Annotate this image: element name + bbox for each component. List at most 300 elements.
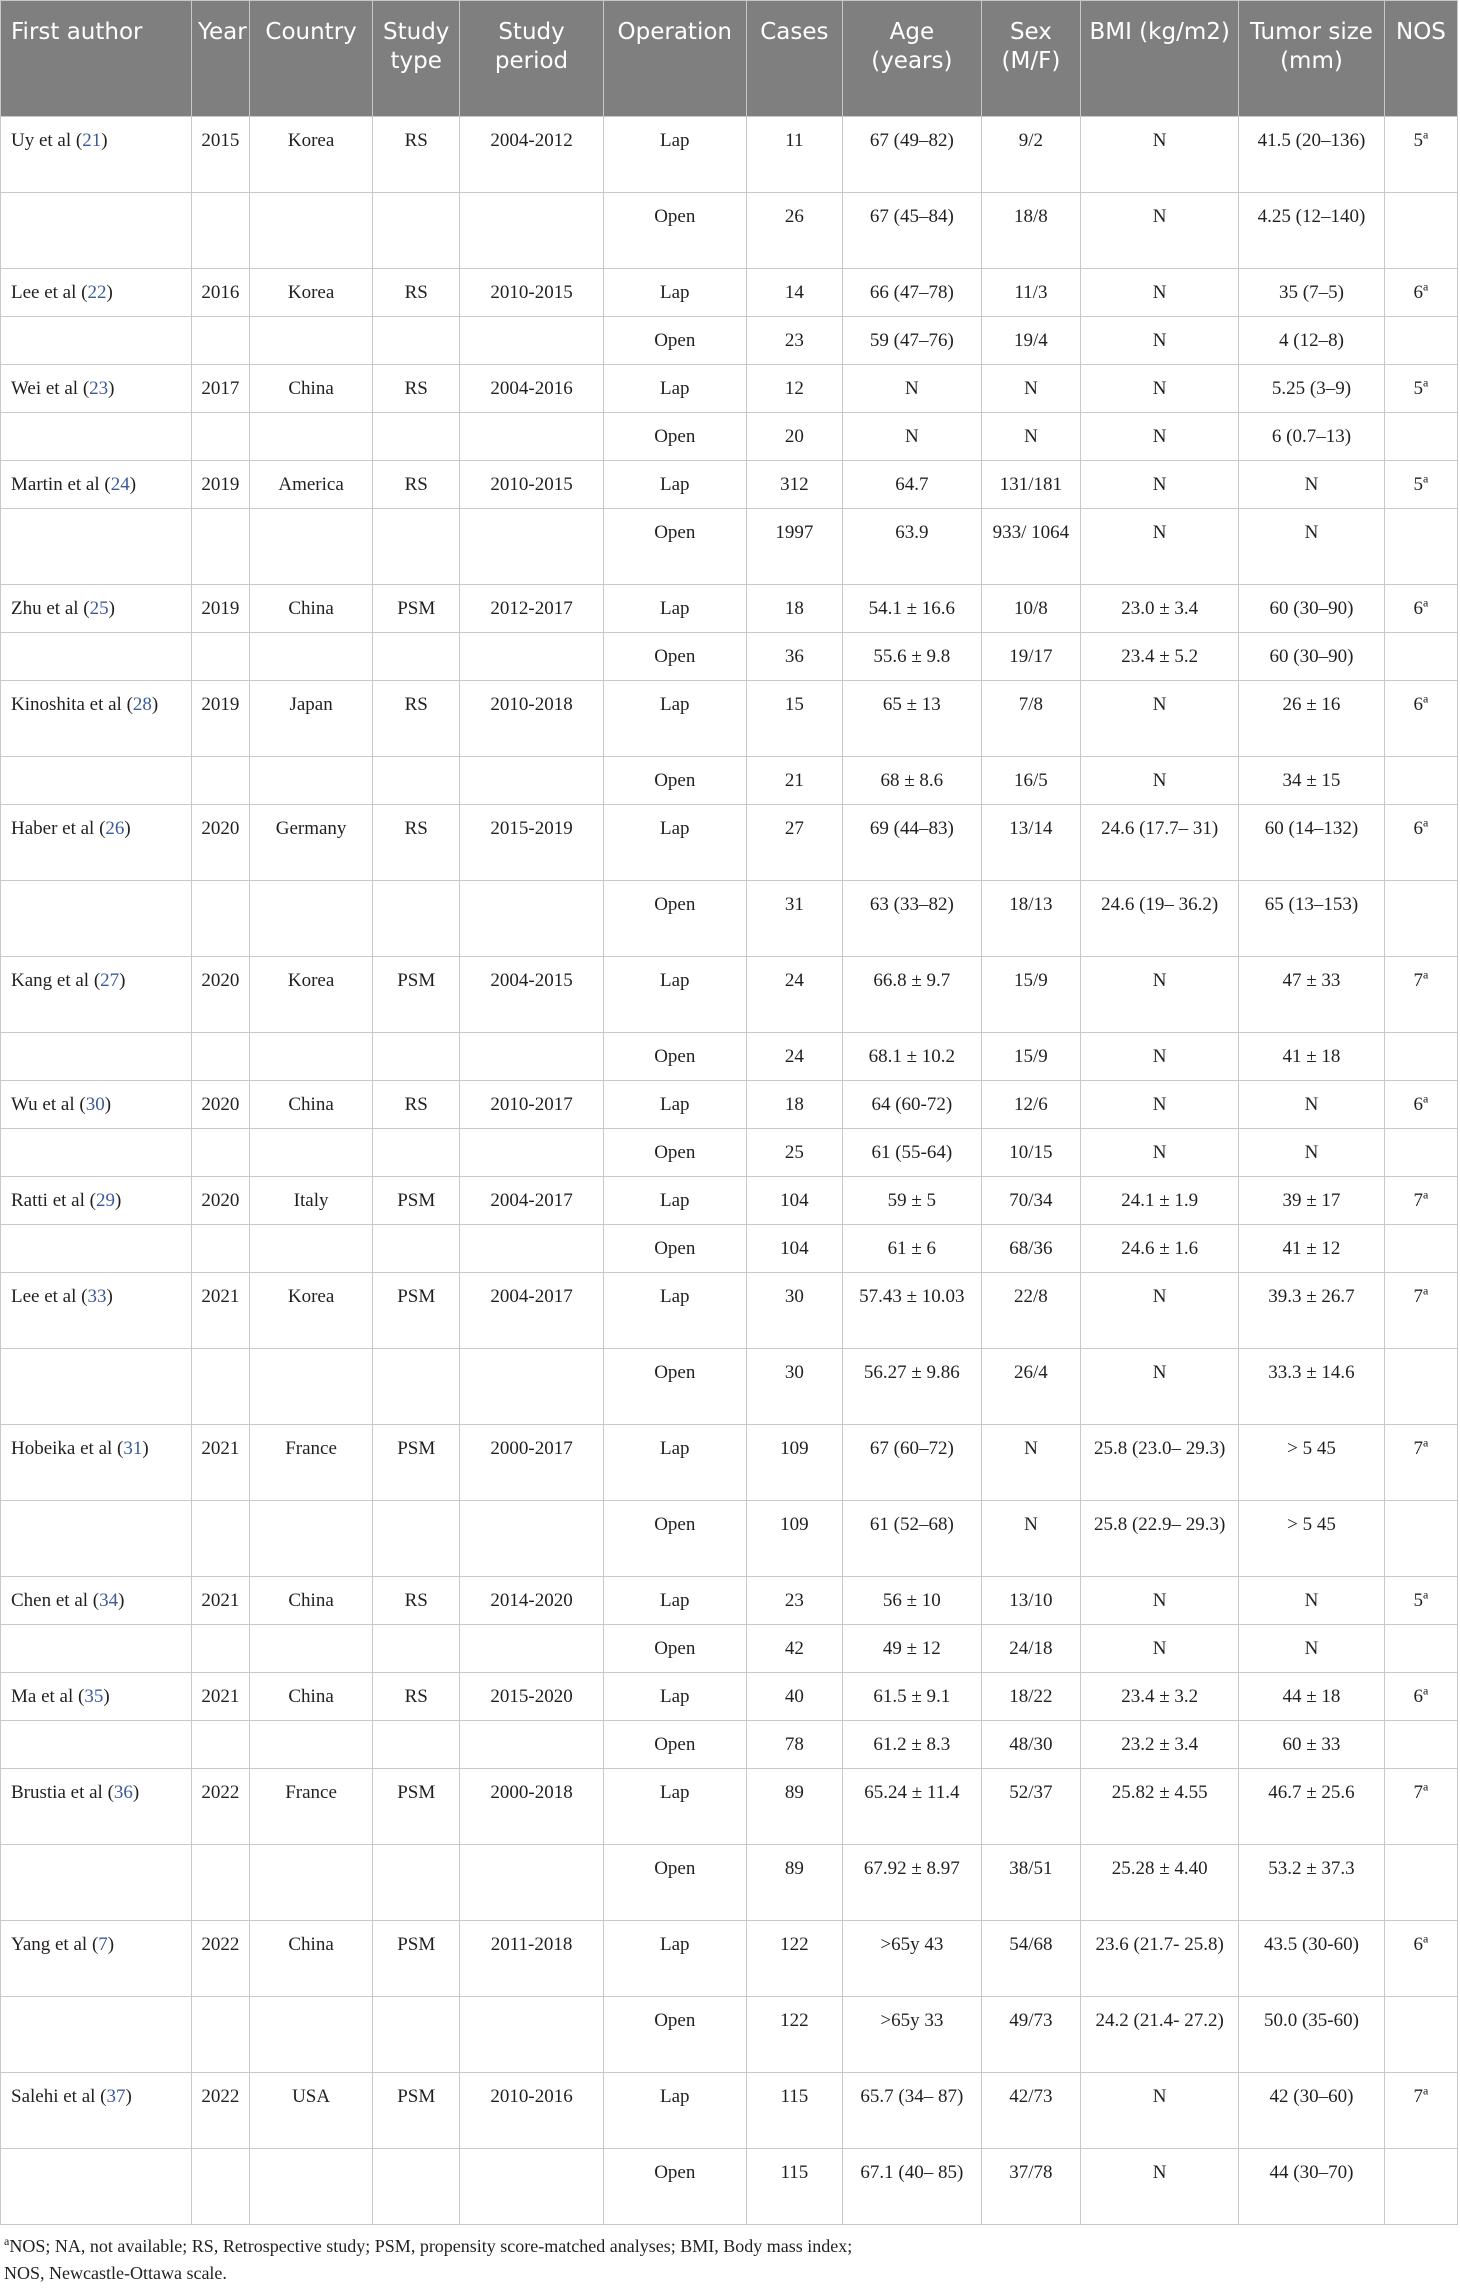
- cell-country: China: [249, 585, 372, 633]
- cell-nos: [1384, 1177, 1457, 1225]
- author-name: Martin et al: [11, 474, 100, 495]
- cell-first-author: [1, 1081, 192, 1129]
- table-row: [1, 1769, 1458, 1845]
- nos-marker: a: [1423, 471, 1429, 486]
- table-row: [1, 633, 1458, 681]
- cell-country: America: [249, 461, 372, 509]
- cell-year: 2020: [191, 1177, 249, 1225]
- nos-marker: a: [1423, 815, 1429, 830]
- reference-link[interactable]: 24: [110, 474, 130, 495]
- cell-bmi: N: [1081, 117, 1239, 193]
- cell-country: [249, 757, 372, 805]
- cell-year: [191, 413, 249, 461]
- cell-tumor-size: 5.25 (3–9): [1239, 365, 1385, 413]
- cell-operation: Lap: [603, 461, 746, 509]
- cell-year: 2021: [191, 1577, 249, 1625]
- reference-link[interactable]: 23: [89, 378, 109, 399]
- cell-age: 67 (60–72): [843, 1425, 981, 1501]
- cell-cases: 40: [746, 1673, 843, 1721]
- table-row: [1, 2073, 1458, 2149]
- reference-link[interactable]: 29: [95, 1190, 115, 1211]
- cell-cases: 115: [746, 2073, 843, 2149]
- cell-bmi: N: [1081, 1625, 1239, 1673]
- cell-cases: 42: [746, 1625, 843, 1673]
- ref-close: ): [106, 282, 113, 303]
- cell-nos: [1384, 461, 1457, 509]
- cell-nos: [1384, 117, 1457, 193]
- cell-sex: 18/22: [981, 1673, 1081, 1721]
- ref-close: ): [108, 598, 115, 619]
- ref-close: ): [118, 1590, 125, 1611]
- nos-marker: a: [1423, 967, 1429, 982]
- cell-tumor-size: 26 ± 16: [1239, 681, 1385, 757]
- cell-operation: Lap: [603, 365, 746, 413]
- table-row: [1, 1349, 1458, 1425]
- footnote-text-1: NOS; NA, not available; RS, Retrospective study; PSM, propensity score-matched analyses; BMI, Body mass index;: [9, 2236, 853, 2256]
- nos-score: 7: [1413, 1286, 1424, 1307]
- ref-open: (: [88, 1590, 100, 1611]
- cell-first-author: [1, 193, 192, 269]
- cell-cases: 78: [746, 1721, 843, 1769]
- cell-age: 68 ± 8.6: [843, 757, 981, 805]
- cell-first-author: [1, 1577, 192, 1625]
- cell-first-author: [1, 1501, 192, 1577]
- cell-bmi: N: [1081, 509, 1239, 585]
- cell-sex: 24/18: [981, 1625, 1081, 1673]
- cell-country: [249, 1349, 372, 1425]
- cell-study-period: 2010-2015: [460, 461, 604, 509]
- cell-bmi: 25.8 (22.9– 29.3): [1081, 1501, 1239, 1577]
- cell-cases: 18: [746, 585, 843, 633]
- cell-operation: Lap: [603, 117, 746, 193]
- header-study-type: Study type: [373, 1, 460, 117]
- cell-nos: [1384, 881, 1457, 957]
- table-row: [1, 1721, 1458, 1769]
- nos-marker: a: [1423, 1779, 1429, 1794]
- ref-close: ): [107, 1934, 115, 1955]
- cell-age: 55.6 ± 9.8: [843, 633, 981, 681]
- cell-tumor-size: 42 (30–60): [1239, 2073, 1385, 2149]
- cell-first-author: [1, 1225, 192, 1273]
- header-age: Age (years): [843, 1, 981, 117]
- cell-tumor-size: 60 ± 33: [1239, 1721, 1385, 1769]
- ref-close: ): [103, 1686, 110, 1707]
- nos-marker: a: [1423, 1091, 1429, 1106]
- cell-cases: 109: [746, 1501, 843, 1577]
- table-row: [1, 1081, 1458, 1129]
- ref-open: (: [102, 1782, 114, 1803]
- cell-year: 2020: [191, 805, 249, 881]
- reference-link[interactable]: 36: [113, 1782, 133, 1803]
- cell-bmi: 25.8 (23.0– 29.3): [1081, 1425, 1239, 1501]
- cell-age: 56.27 ± 9.86: [843, 1349, 981, 1425]
- cell-tumor-size: 44 (30–70): [1239, 2149, 1385, 2225]
- cell-study-type: [373, 1721, 460, 1769]
- cell-sex: 38/51: [981, 1845, 1081, 1921]
- nos-score: 7: [1413, 970, 1424, 991]
- cell-year: 2021: [191, 1673, 249, 1721]
- cell-bmi: N: [1081, 957, 1239, 1033]
- cell-year: 2019: [191, 461, 249, 509]
- reference-link[interactable]: 21: [82, 130, 102, 151]
- cell-nos: [1384, 269, 1457, 317]
- ref-open: (: [73, 1686, 85, 1707]
- cell-country: Germany: [249, 805, 372, 881]
- cell-age: 56 ± 10: [843, 1577, 981, 1625]
- cell-sex: 9/2: [981, 117, 1081, 193]
- cell-nos: [1384, 1033, 1457, 1081]
- cell-study-period: [460, 1625, 604, 1673]
- cell-cases: 24: [746, 957, 843, 1033]
- cell-country: France: [249, 1425, 372, 1501]
- table-row: [1, 1129, 1458, 1177]
- cell-study-type: RS: [373, 1673, 460, 1721]
- cell-operation: Lap: [603, 805, 746, 881]
- cell-age: 63.9: [843, 509, 981, 585]
- cell-year: 2016: [191, 269, 249, 317]
- cell-first-author: [1, 1673, 192, 1721]
- reference-link[interactable]: 26: [105, 818, 125, 839]
- cell-age: N: [843, 365, 981, 413]
- cell-first-author: [1, 1921, 192, 1997]
- reference-link[interactable]: 7: [98, 1934, 108, 1955]
- cell-nos: [1384, 509, 1457, 585]
- cell-sex: 18/13: [981, 881, 1081, 957]
- cell-study-period: 2004-2015: [460, 957, 604, 1033]
- cell-operation: Open: [603, 1721, 746, 1769]
- cell-tumor-size: 34 ± 15: [1239, 757, 1385, 805]
- cell-nos: [1384, 1081, 1457, 1129]
- header-first-author: First author: [1, 1, 192, 117]
- cell-age: 65.24 ± 11.4: [843, 1769, 981, 1845]
- cell-study-period: [460, 1033, 604, 1081]
- cell-cases: 26: [746, 193, 843, 269]
- cell-sex: N: [981, 1425, 1081, 1501]
- cell-sex: 10/8: [981, 585, 1081, 633]
- cell-study-type: RS: [373, 805, 460, 881]
- reference-link[interactable]: 28: [132, 694, 152, 715]
- cell-year: 2022: [191, 1769, 249, 1845]
- cell-country: [249, 317, 372, 365]
- ref-close: ): [132, 1782, 140, 1803]
- cell-age: 66 (47–78): [843, 269, 981, 317]
- nos-marker: a: [1423, 595, 1429, 610]
- cell-sex: N: [981, 413, 1081, 461]
- author-name: Zhu et al: [11, 598, 79, 619]
- cell-country: Korea: [249, 269, 372, 317]
- cell-age: 69 (44–83): [843, 805, 981, 881]
- cell-nos: [1384, 193, 1457, 269]
- cell-bmi: N: [1081, 269, 1239, 317]
- table-row: [1, 365, 1458, 413]
- cell-country: [249, 413, 372, 461]
- cell-bmi: N: [1081, 413, 1239, 461]
- cell-first-author: [1, 633, 192, 681]
- cell-sex: 15/9: [981, 1033, 1081, 1081]
- reference-link[interactable]: 27: [100, 970, 120, 991]
- cell-bmi: 24.2 (21.4- 27.2): [1081, 1997, 1239, 2073]
- cell-tumor-size: 41 ± 12: [1239, 1225, 1385, 1273]
- nos-marker: a: [1423, 1435, 1429, 1450]
- cell-bmi: 24.6 ± 1.6: [1081, 1225, 1239, 1273]
- ref-close: ): [101, 130, 108, 151]
- table-row: [1, 2149, 1458, 2225]
- nos-marker: a: [1423, 1283, 1429, 1298]
- table-body: [1, 117, 1458, 2225]
- cell-country: [249, 1997, 372, 2073]
- reference-link[interactable]: 35: [84, 1686, 104, 1707]
- cell-year: [191, 1997, 249, 2073]
- ref-close: ): [151, 694, 159, 715]
- cell-operation: Lap: [603, 1577, 746, 1625]
- cell-sex: 54/68: [981, 1921, 1081, 1997]
- cell-nos: [1384, 1845, 1457, 1921]
- cell-cases: 115: [746, 2149, 843, 2225]
- cell-country: Korea: [249, 957, 372, 1033]
- cell-bmi: N: [1081, 2073, 1239, 2149]
- cell-study-type: RS: [373, 365, 460, 413]
- cell-country: China: [249, 1577, 372, 1625]
- cell-study-type: RS: [373, 1577, 460, 1625]
- cell-age: 67 (49–82): [843, 117, 981, 193]
- nos-marker: a: [1423, 691, 1429, 706]
- reference-link[interactable]: 22: [87, 282, 107, 303]
- cell-year: 2022: [191, 1921, 249, 1997]
- cell-study-type: RS: [373, 117, 460, 193]
- cell-year: [191, 1845, 249, 1921]
- cell-age: 59 (47–76): [843, 317, 981, 365]
- cell-operation: Open: [603, 1033, 746, 1081]
- cell-study-type: [373, 1349, 460, 1425]
- cell-operation: Lap: [603, 1273, 746, 1349]
- cell-country: [249, 2149, 372, 2225]
- reference-link[interactable]: 30: [85, 1094, 105, 1115]
- cell-sex: 37/78: [981, 2149, 1081, 2225]
- cell-sex: 42/73: [981, 2073, 1081, 2149]
- cell-operation: Open: [603, 1225, 746, 1273]
- cell-year: [191, 1349, 249, 1425]
- cell-bmi: 23.0 ± 3.4: [1081, 585, 1239, 633]
- cell-tumor-size: 6 (0.7–13): [1239, 413, 1385, 461]
- cell-study-period: [460, 413, 604, 461]
- cell-operation: Open: [603, 1129, 746, 1177]
- cell-country: USA: [249, 2073, 372, 2149]
- cell-sex: 15/9: [981, 957, 1081, 1033]
- cell-cases: 15: [746, 681, 843, 757]
- cell-year: 2022: [191, 2073, 249, 2149]
- cell-operation: Open: [603, 881, 746, 957]
- nos-score: 7: [1413, 2086, 1424, 2107]
- cell-first-author: [1, 365, 192, 413]
- cell-study-type: PSM: [373, 585, 460, 633]
- cell-operation: Open: [603, 1501, 746, 1577]
- reference-link[interactable]: 31: [123, 1438, 143, 1459]
- cell-first-author: [1, 1033, 192, 1081]
- cell-operation: Open: [603, 509, 746, 585]
- cell-first-author: [1, 681, 192, 757]
- cell-study-period: [460, 757, 604, 805]
- header-nos: NOS: [1384, 1, 1457, 117]
- cell-nos: [1384, 805, 1457, 881]
- cell-age: 61.2 ± 8.3: [843, 1721, 981, 1769]
- cell-study-type: [373, 633, 460, 681]
- cell-bmi: 24.6 (19– 36.2): [1081, 881, 1239, 957]
- cell-nos: [1384, 1577, 1457, 1625]
- cell-study-period: [460, 881, 604, 957]
- cell-bmi: N: [1081, 365, 1239, 413]
- cell-operation: Lap: [603, 957, 746, 1033]
- ref-open: (: [76, 282, 88, 303]
- cell-first-author: [1, 1845, 192, 1921]
- cell-sex: 22/8: [981, 1273, 1081, 1349]
- cell-tumor-size: 60 (30–90): [1239, 585, 1385, 633]
- cell-age: 61 (52–68): [843, 1501, 981, 1577]
- nos-marker: a: [1423, 375, 1429, 390]
- cell-tumor-size: 60 (14–132): [1239, 805, 1385, 881]
- cell-operation: Lap: [603, 269, 746, 317]
- ref-open: (: [89, 970, 101, 991]
- reference-link[interactable]: 37: [106, 2086, 126, 2107]
- cell-cases: 104: [746, 1177, 843, 1225]
- cell-study-type: PSM: [373, 957, 460, 1033]
- cell-study-type: [373, 1033, 460, 1081]
- cell-tumor-size: N: [1239, 1081, 1385, 1129]
- cell-study-type: [373, 413, 460, 461]
- cell-study-period: [460, 1225, 604, 1273]
- reference-link[interactable]: 25: [89, 598, 109, 619]
- cell-age: N: [843, 413, 981, 461]
- cell-bmi: 24.6 (17.7– 31): [1081, 805, 1239, 881]
- cell-cases: 23: [746, 1577, 843, 1625]
- cell-study-period: [460, 509, 604, 585]
- cell-tumor-size: 35 (7–5): [1239, 269, 1385, 317]
- cell-study-type: PSM: [373, 1273, 460, 1349]
- cell-bmi: N: [1081, 1349, 1239, 1425]
- cell-nos: [1384, 1349, 1457, 1425]
- cell-study-period: 2000-2017: [460, 1425, 604, 1501]
- cell-age: 68.1 ± 10.2: [843, 1033, 981, 1081]
- cell-country: China: [249, 365, 372, 413]
- ref-open: (: [78, 378, 90, 399]
- cell-sex: 70/34: [981, 1177, 1081, 1225]
- cell-bmi: 25.28 ± 4.40: [1081, 1845, 1239, 1921]
- cell-country: Japan: [249, 681, 372, 757]
- cell-operation: Lap: [603, 1425, 746, 1501]
- cell-bmi: 23.4 ± 3.2: [1081, 1673, 1239, 1721]
- table-row: [1, 269, 1458, 317]
- cell-operation: Open: [603, 1349, 746, 1425]
- ref-open: (: [76, 1286, 88, 1307]
- cell-country: [249, 633, 372, 681]
- cell-year: 2017: [191, 365, 249, 413]
- cell-age: 49 ± 12: [843, 1625, 981, 1673]
- cell-tumor-size: 46.7 ± 25.6: [1239, 1769, 1385, 1845]
- cell-cases: 23: [746, 317, 843, 365]
- cell-tumor-size: 41.5 (20–136): [1239, 117, 1385, 193]
- cell-study-period: 2011-2018: [460, 1921, 604, 1997]
- cell-cases: 27: [746, 805, 843, 881]
- cell-study-type: [373, 1225, 460, 1273]
- cell-sex: 7/8: [981, 681, 1081, 757]
- cell-year: 2019: [191, 585, 249, 633]
- cell-cases: 30: [746, 1273, 843, 1349]
- ref-close: ): [142, 1438, 149, 1459]
- cell-sex: 933/ 1064: [981, 509, 1081, 585]
- reference-link[interactable]: 34: [99, 1590, 119, 1611]
- cell-sex: 11/3: [981, 269, 1081, 317]
- ref-close: ): [119, 970, 126, 991]
- cell-first-author: [1, 1625, 192, 1673]
- cell-year: [191, 757, 249, 805]
- cell-sex: 19/4: [981, 317, 1081, 365]
- cell-study-type: PSM: [373, 1769, 460, 1845]
- author-name: Brustia et al: [11, 1782, 103, 1803]
- ref-close: ): [125, 2086, 132, 2107]
- nos-score: 5: [1413, 130, 1424, 151]
- cell-study-period: 2012-2017: [460, 585, 604, 633]
- nos-marker: a: [1423, 1587, 1429, 1602]
- cell-nos: [1384, 1997, 1457, 2073]
- cell-operation: Lap: [603, 2073, 746, 2149]
- table-row: [1, 193, 1458, 269]
- reference-link[interactable]: 33: [87, 1286, 107, 1307]
- author-name: Wei et al: [11, 378, 79, 399]
- header-country: Country: [249, 1, 372, 117]
- cell-operation: Open: [603, 1625, 746, 1673]
- cell-age: 67.92 ± 8.97: [843, 1845, 981, 1921]
- nos-score: 6: [1413, 818, 1424, 839]
- cell-cases: 122: [746, 1997, 843, 2073]
- cell-tumor-size: N: [1239, 1625, 1385, 1673]
- cell-nos: [1384, 633, 1457, 681]
- cell-first-author: [1, 413, 192, 461]
- author-name: Ma et al: [11, 1686, 74, 1707]
- cell-first-author: [1, 957, 192, 1033]
- table-row: [1, 1921, 1458, 1997]
- cell-first-author: [1, 881, 192, 957]
- nos-score: 6: [1413, 282, 1424, 303]
- cell-sex: 13/14: [981, 805, 1081, 881]
- cell-cases: 312: [746, 461, 843, 509]
- cell-study-type: RS: [373, 681, 460, 757]
- cell-operation: Open: [603, 2149, 746, 2225]
- table-row: [1, 509, 1458, 585]
- cell-cases: 104: [746, 1225, 843, 1273]
- ref-open: (: [74, 1094, 86, 1115]
- cell-country: China: [249, 1921, 372, 1997]
- cell-first-author: [1, 585, 192, 633]
- cell-study-period: 2000-2018: [460, 1769, 604, 1845]
- cell-bmi: N: [1081, 681, 1239, 757]
- cell-bmi: N: [1081, 2149, 1239, 2225]
- cell-first-author: [1, 2073, 192, 2149]
- cell-country: [249, 1721, 372, 1769]
- cell-operation: Lap: [603, 585, 746, 633]
- cell-cases: 25: [746, 1129, 843, 1177]
- table-row: [1, 1625, 1458, 1673]
- table-row: [1, 1845, 1458, 1921]
- ref-close: ): [104, 1094, 112, 1115]
- table-row: [1, 1577, 1458, 1625]
- cell-age: 61.5 ± 9.1: [843, 1673, 981, 1721]
- cell-nos: [1384, 1273, 1457, 1349]
- cell-study-type: [373, 1501, 460, 1577]
- cell-country: [249, 1225, 372, 1273]
- cell-study-period: [460, 1721, 604, 1769]
- cell-age: 65.7 (34– 87): [843, 2073, 981, 2149]
- cell-year: 2020: [191, 1081, 249, 1129]
- cell-nos: [1384, 317, 1457, 365]
